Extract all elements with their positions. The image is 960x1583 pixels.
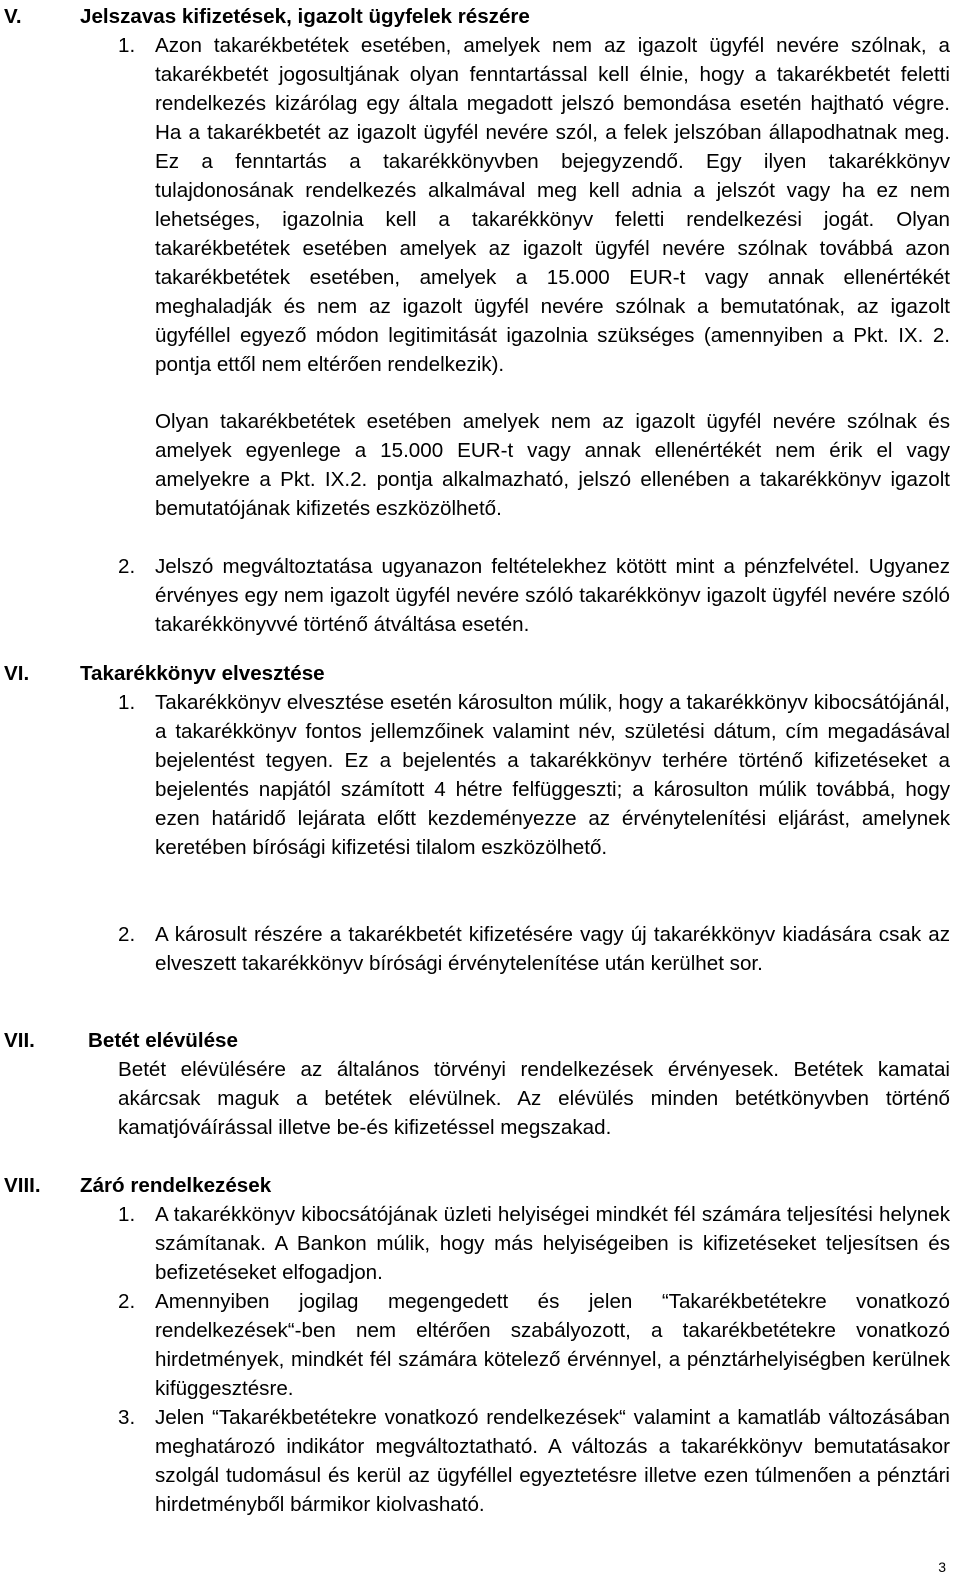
section-viii-item-2-paragraph: Amennyiben jogilag megengedett és jelen “Takarékbetétekre vonatkozó rendelkezések“-ben nem eltérően szabályozott, a takarékbetétekre vonatkozó hirdetmények, mindkét fél számára kötelező érvénnyel, a pénztárhelyiségben kerülnek kifüggesztésre. [155,1290,950,1400]
section-vi-item-2-paragraph: A károsult részére a takarékbetét kifizetésére vagy új takarékkönyv kiadására csak az elveszett takarékkönyv bírósági érvénytelenítése után kerülhet sor. [155,923,950,975]
section-viii-number: VIII. [4,1174,41,1197]
section-v-item-2-number: 2. [118,555,136,578]
section-vi-item-1-number: 1. [118,691,136,714]
section-vi-item-1-paragraph: Takarékkönyv elvesztése esetén károsulton múlik, hogy a takarékkönyv kibocsátójánál, a takarékkönyv fontos jellemzőinek valamint név, születési dátum, cím megadásával bejelentést tegyen. Ez a bejelentés a takarékkönyv terhére történő kifizetéseket a bejelentés napjától számított 4 hétre felfüggeszti; a károsulton múlik továbbá, hogy ezen határidő lejárata előtt kezdeményezze az érvénytelenítési eljárást, amelynek keretében bírósági kifizetési tilalom eszközölhető. [155,691,950,859]
section-v-item-1-paragraph-2: Olyan takarékbetétek esetében amelyek nem az igazolt ügyfél nevére szólnak és amelyek egyenlege a 15.000 EUR-t vagy annak ellenértékét nem érik el vagy amelyekre a Pkt. IX.2. pontja alkalmazható, jelszó ellenében a takarékkönyv igazolt bemutatójának kifizetés eszközölhető. [155,410,950,520]
section-v-item-1-paragraph-1: Azon takarékbetétek esetében, amelyek nem az igazolt ügyfél nevére szólnak, a takarékbetét jogosultjának olyan fenntartással kell élnie, hogy a takarékbetét feletti rendelkezés kizárólag egy általa megadott jelszó bemondása esetén hajtható végre. Ha a takarékbetét az igazolt ügyfél nevére szól, a felek jelszóban állapodhatnak meg. Ez a fenntartás a takarékkönyvben bejegyzendő. Egy ilyen takarékkönyv tulajdonosának rendelkezés alkalmával meg kell adnia a jelszót vagy ha ez nem lehetséges, igazolnia kell a takarékkönyv feletti rendelkezési jogát. Olyan takarékbetétek esetében amelyek az igazolt ügyfél nevére szólnak továbbá azon takarékbetétek esetében, amelyek a 15.000 EUR-t vagy annak ellenértékét meghaladják és nem az igazolt ügyfél nevére szólnak a bemutatónak, az igazolt ügyféllel egyező módon legitimitását igazolnia szükséges (amennyiben a Pkt. IX. 2. pontja ettől nem eltérően rendelkezik). [155,34,950,376]
section-vii-title: Betét elévülése [88,1029,238,1052]
section-v-item-1-number: 1. [118,34,136,57]
section-v-title: Jelszavas kifizetések, igazolt ügyfelek részére [80,5,530,28]
section-viii-item-3-number: 3. [118,1406,136,1429]
section-viii-item-1-paragraph: A takarékkönyv kibocsátójának üzleti helyiségei mindkét fél számára teljesítési helynek számítanak. A Bankon múlik, hogy más helyiségeiben is kifizetéseket teljesítsen és befizetéseket elfogadjon. [155,1203,950,1284]
section-viii-item-3-paragraph: Jelen “Takarékbetétekre vonatkozó rendelkezések“ valamint a kamatláb változásában meghatározó indikátor megváltoztatható. A változás a takarékkönyv bemutatásakor szolgál tudomásul és kerül az ügyféllel egyeztetésre illetve ezen túlmenően a pénztári hirdetményből bármikor kiolvasható. [155,1406,950,1516]
section-v-number: V. [4,5,22,28]
section-v-item-2-paragraph: Jelszó megváltoztatása ugyanazon feltételekhez kötött mint a pénzfelvétel. Ugyanez érvényes egy nem igazolt ügyfél nevére szóló takarékkönyv igazolt ügyfél nevére szóló takarékkönyvvé történő átváltása esetén. [155,555,950,636]
page-number: 3 [938,1559,946,1575]
section-viii-item-2-number: 2. [118,1290,136,1313]
section-viii-item-1-number: 1. [118,1203,136,1226]
section-vi-title: Takarékkönyv elvesztése [80,662,325,685]
section-vi-item-2-number: 2. [118,923,136,946]
section-vii-number: VII. [4,1029,35,1052]
section-viii-title: Záró rendelkezések [80,1174,272,1197]
section-vi-number: VI. [4,662,30,685]
section-vii-paragraph: Betét elévülésére az általános törvényi rendelkezések érvényesek. Betétek kamatai akárcsak maguk a betétek elévülnek. Az elévülés minden betétkönyvben történő kamatjóváírással illetve be-és kifizetéssel megszakad. [118,1058,950,1139]
